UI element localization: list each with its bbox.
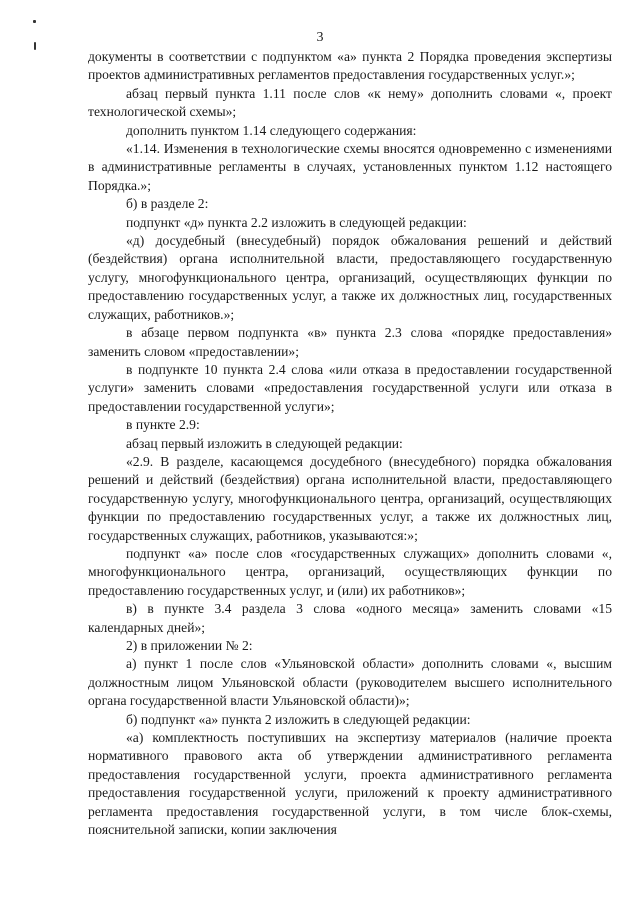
document-body: [88, 48, 612, 839]
paragraph: б) подпункт «а» пункта 2 изложить в следующей редакции:: [126, 711, 471, 727]
paragraph: «а) комплектность поступивших на экспертизу материалов (наличие проекта нормативного правового акта об утверждении административного регламента предоставления государственной услуги, проекта административного регламента предоставления государственной услуги, приложений к проекту административного регламента предоставления государственной услуги, в том числе блок-схемы, пояснительной записки, копии заключения: [88, 730, 612, 838]
paragraph: дополнить пунктом 1.14 следующего содержания:: [126, 122, 417, 138]
paragraph: б) в разделе 2:: [126, 196, 209, 212]
paragraph: а) пункт 1 после слов «Ульяновской области» дополнить словами «, высшим должностным лицом Ульяновской области (руководителем высшего исполнительного органа государственной власти Ульяновской области)»;: [88, 656, 612, 709]
paragraph: 2) в приложении № 2:: [126, 638, 253, 653]
paragraph: в абзаце первом подпункта «в» пункта 2.3 слова «порядке предоставления» заменить словом «предоставлении»;: [88, 325, 612, 359]
page-number: 3: [316, 30, 324, 45]
paragraph: в) в пункте 3.4 раздела 3 слова «одного месяца» заменить словами «15 календарных дней»;: [88, 601, 612, 635]
paragraph: подпункт «а» после слов «государственных служащих» дополнить словами «, многофункционального центра, организаций, осуществляющих функции по предоставлению государственных услуг, и (или) их работников»;: [88, 545, 612, 598]
paragraph: документы в соответствии с подпунктом «а» пункта 2 Порядка проведения экспертизы проектов административных регламентов предоставления государственных услуг.»;: [88, 49, 612, 83]
scan-mark: [33, 20, 36, 23]
paragraph: «1.14. Изменения в технологические схемы вносятся одновременно с изменениями в административные регламенты в случаях, установленных пунктом 1.12 настоящего Порядка.»;: [88, 141, 612, 193]
paragraph: в подпункте 10 пункта 2.4 слова «или отказа в предоставлении государственной услуги» заменить словами «предоставления государственной услуги или отказа в предоставлении государственной услуги»;: [88, 361, 612, 414]
paragraph: «2.9. В разделе, касающемся досудебного (внесудебного) порядка обжалования решений и действий (бездействия) органа исполнительной власти, предоставляющего государственную услугу, многофункционального центра, организаций, осуществляющих функции по предоставлению государственных услуг, а также их должностных лиц, государственных служащих, работников, указываются:»;: [88, 453, 612, 543]
paragraph: абзац первый изложить в следующей редакции:: [126, 435, 403, 451]
paragraph: подпункт «д» пункта 2.2 изложить в следующей редакции:: [126, 214, 467, 230]
paragraph: абзац первый пункта 1.11 после слов «к нему» дополнить словами «, проект технологической схемы»;: [88, 85, 612, 120]
scan-mark: [34, 42, 36, 50]
paragraph: в пункте 2.9:: [126, 417, 200, 433]
paragraph: «д) досудебный (внесудебный) порядок обжалования решений и действий (бездействия) органа исполнительной власти, предоставляющего государственную услугу, многофункционального центра, организаций, осуществляющих функции по предоставлению государственных услуг, а также их должностных лиц, государственных служащих, работников.»;: [88, 233, 612, 322]
